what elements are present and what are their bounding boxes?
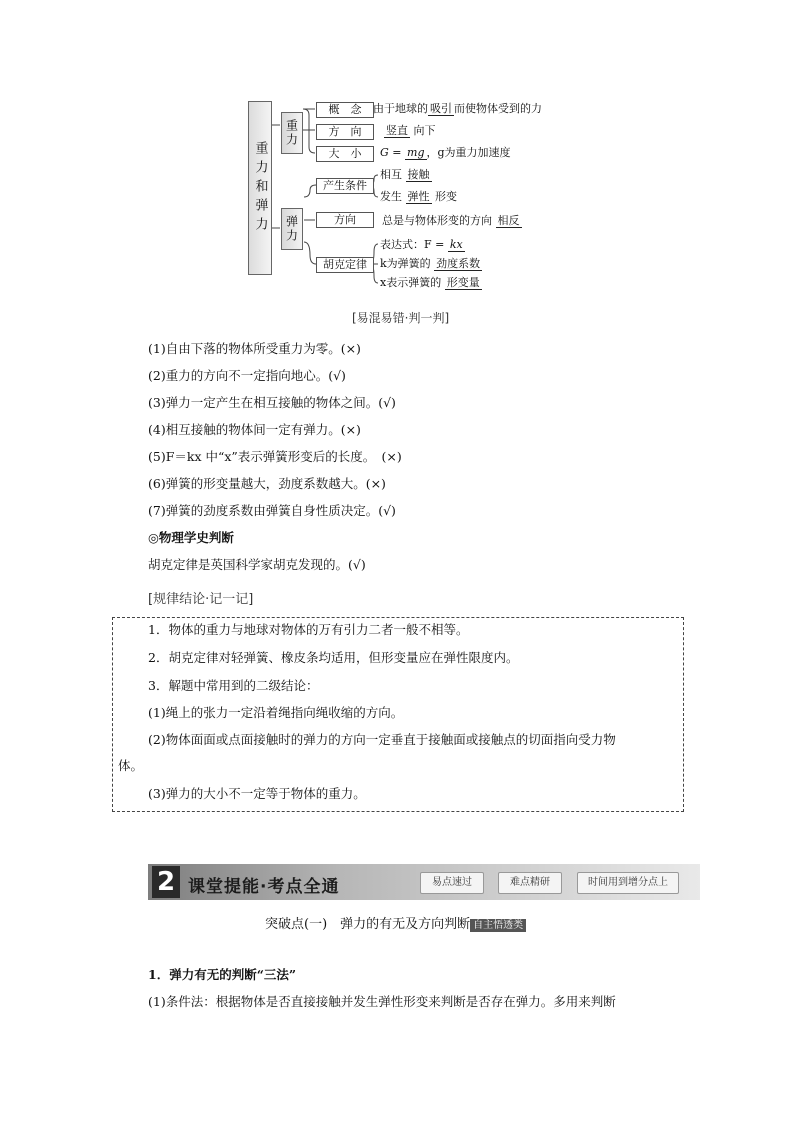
text-direction-post: 向下: [413, 124, 436, 137]
text-el-direction: [382, 214, 522, 228]
text-hooke2-pre: k为弹簧的: [380, 257, 431, 270]
rule-3b-line2: 体。: [118, 758, 144, 773]
rule-3c: (3)弹力的大小不一定等于物体的重力。: [148, 786, 366, 801]
mindmap-root: 重力和弹力: [248, 101, 272, 275]
text-hooke2: [380, 257, 482, 271]
text-magnitude-post: ，g为重力加速度: [426, 146, 511, 159]
blank-opposite: 相反: [497, 214, 520, 227]
text-hooke3: [380, 276, 482, 290]
judge-item-7: (7)弹簧的劲度系数由弹簧自身性质决定。(√): [148, 503, 396, 518]
rule-3: 3．解题中常用到的二级结论：: [148, 678, 319, 693]
rule-3b-line1: (2)物体面面或点面接触时的弹力的方向一定垂直于接触面或接触点的切面指向受力物: [148, 732, 616, 747]
judge-item-4: (4)相互接触的物体间一定有弹力。(×): [148, 422, 361, 437]
judge-item-2: (2)重力的方向不一定指向地心。(√): [148, 368, 346, 383]
judge-heading: [易混易错·判一判]: [352, 311, 450, 325]
label-magnitude: 大 小: [316, 146, 374, 162]
text-hooke1-pre: 表达式：F =: [380, 238, 445, 251]
text-concept-pre: 由于地球的: [373, 102, 428, 115]
section-badge: 自主悟透类: [470, 919, 526, 932]
label-hooke: 胡克定律: [316, 257, 374, 273]
label-concept: 概 念: [316, 102, 374, 118]
branch-elastic: 弹力: [281, 208, 303, 250]
section-title-text: 突破点(一) 弹力的有无及方向判断: [265, 917, 471, 932]
text-concept: [373, 102, 542, 116]
text-hooke3-pre: x表示弹簧的: [380, 276, 442, 289]
blank-stiffness: 劲度系数: [436, 257, 481, 270]
blank-vertical: 竖直: [386, 124, 408, 137]
text-magnitude: [380, 146, 511, 160]
banner-tab-easy[interactable]: 易点速过: [420, 872, 484, 894]
rules-heading: [规律结论·记一记]: [148, 592, 254, 607]
text-el-direction-pre: 总是与物体形变的方向: [382, 214, 492, 227]
text-hooke1: [380, 238, 465, 252]
text-magnitude-pre: G =: [380, 146, 402, 159]
branch-gravity: 重力: [281, 112, 303, 154]
text-cond2-pre: 发生: [380, 190, 402, 203]
rule-2: 2．胡克定律对轻弹簧、橡皮条均适用，但形变量应在弹性限度内。: [148, 650, 519, 665]
rule-3a: (1)绳上的张力一定沿着绳指向绳收缩的方向。: [148, 705, 404, 720]
judge-item-1: (1)自由下落的物体所受重力为零。(×): [148, 341, 361, 356]
blank-attraction: 吸引: [430, 102, 452, 115]
history-item: 胡克定律是英国科学家胡克发现的。(√): [148, 557, 366, 572]
blank-kx: kx: [449, 238, 463, 251]
blank-elastic: 弹性: [407, 190, 430, 203]
banner-tab-hard[interactable]: 难点精研: [498, 872, 562, 894]
rule-1: 1．物体的重力与地球对物体的万有引力二者一般不相等。: [148, 622, 469, 637]
content-heading: 1．弹力有无的判断“三法”: [148, 967, 297, 982]
text-concept-post: 而使物体受到的力: [454, 102, 542, 115]
label-condition: 产生条件: [316, 178, 374, 194]
label-direction: 方 向: [316, 124, 374, 140]
blank-deformation: 形变量: [446, 276, 480, 289]
blank-contact: 接触: [407, 168, 430, 181]
text-cond1-pre: 相互: [380, 168, 402, 181]
banner-tab-time[interactable]: 时间用到增分点上: [577, 872, 679, 894]
banner-title: 课堂提能·考点全通: [188, 877, 340, 897]
text-direction: [384, 124, 436, 138]
text-cond2: [380, 190, 457, 204]
judge-item-5: (5)F＝kx 中“x”表示弹簧形变后的长度。 (×): [148, 449, 402, 464]
text-cond2-post: 形变: [435, 190, 457, 203]
text-cond1: [380, 168, 432, 182]
content-para1: (1)条件法：根据物体是否直接接触并发生弹性形变来判断是否存在弹力。多用来判断: [148, 994, 616, 1009]
banner-number: 2: [152, 866, 180, 898]
blank-mg: mg: [407, 146, 425, 159]
section-title: [265, 917, 526, 933]
label-el-direction: 方向: [316, 212, 374, 228]
judge-item-6: (6)弹簧的形变量越大，劲度系数越大。(×): [148, 476, 386, 491]
judge-item-3: (3)弹力一定产生在相互接触的物体之间。(√): [148, 395, 396, 410]
history-heading: ◎物理学史判断: [148, 530, 234, 545]
